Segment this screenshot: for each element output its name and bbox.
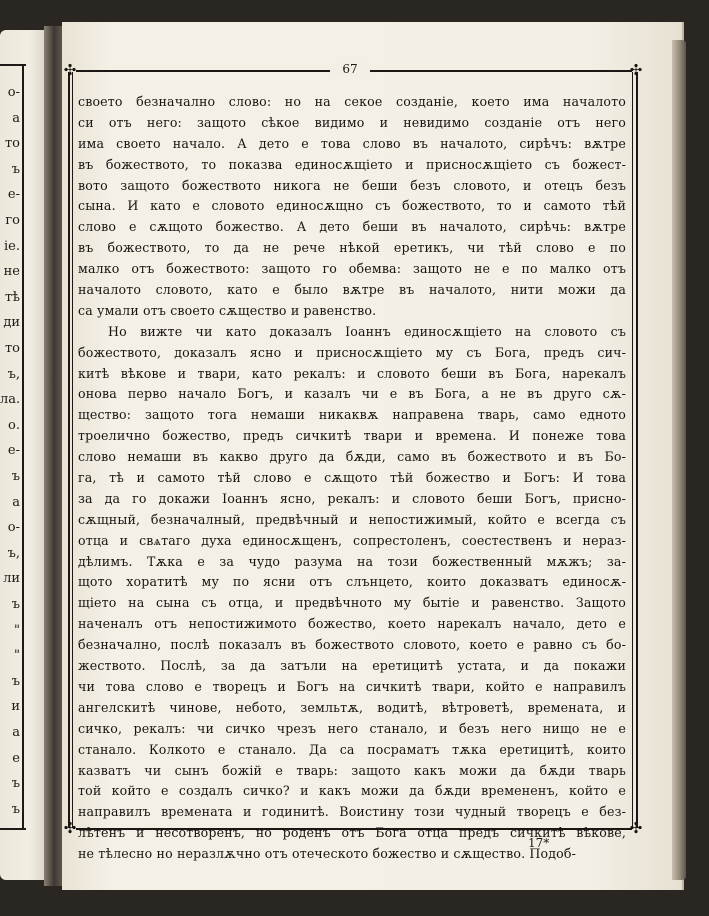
page-number: 67 <box>330 62 370 76</box>
previous-page-fragment: а <box>12 494 20 510</box>
text-line: чи това слово е творецъ и Богъ на сичкитѣ твари, който е направилъ <box>78 678 626 694</box>
text-line: дѣлимъ. Тѫка е за чудо разума на този божественный мѫжъ; за- <box>78 553 626 569</box>
previous-page-fragment: ди <box>3 315 20 331</box>
text-line: щіето на сына съ отца, и предвѣчното му бытіе и равенство. Защото <box>78 595 626 611</box>
previous-page-fragment: не <box>3 264 20 280</box>
frame-rule-left-inner <box>72 72 73 828</box>
text-line: троелично божество, предъ сичкитѣ твари и времена. И понеже това <box>78 428 626 444</box>
text-line: въ божеството, то да не рече нѣкой еретикъ, чи тѣй слово е по <box>78 240 626 256</box>
corner-ornament-icon: ✣ <box>629 819 643 837</box>
previous-page-fragment: ъ <box>11 161 20 177</box>
text-line: началото словото, като е было вѫтре въ началото, нити можи да <box>78 282 626 298</box>
text-line: вото защото божеството никога не беши безъ словото, и отецъ безъ <box>78 177 626 193</box>
previous-page-fragment: е- <box>7 187 20 203</box>
printer-signature-mark: 17* <box>528 836 550 850</box>
text-line: въ божеството, то показва единосѫщіето и присносѫщіето съ божест- <box>78 156 626 172</box>
text-line: онова перво начало Богъ, и казалъ чи е въ Бога, а не въ друго сѫ- <box>78 386 626 402</box>
previous-page-fragment: о- <box>7 85 20 100</box>
previous-page-fragment: ъ, <box>7 545 20 561</box>
page-stack-edge <box>672 40 686 880</box>
frame-rule-right-inner <box>632 72 633 828</box>
text-line: Но вижте чи като доказалъ Іоаннъ единосѫщіето на словото съ <box>108 323 626 339</box>
previous-page-fragment: е- <box>7 443 20 459</box>
previous-page-fragment: ъ <box>11 469 20 484</box>
previous-page-fragment: " <box>14 648 20 664</box>
previous-page-fragment: то <box>4 136 20 152</box>
previous-page-fragment: и <box>11 699 20 715</box>
text-line: са умали отъ своето сѫщество и равенство. <box>78 302 377 318</box>
previous-page-fragment: ла. <box>0 392 21 408</box>
previous-page-frame-line <box>22 66 24 828</box>
text-line: наченалъ отъ непостижимото божество, което нарекалъ начало, дето е <box>78 616 626 632</box>
previous-page-fragment: ie. <box>4 238 20 254</box>
previous-page-fragment: о- <box>7 520 20 536</box>
text-line: си отъ него: защото сѣкое видимо и невидимо созданіе отъ него <box>78 114 626 130</box>
previous-page-fragment: ъ, <box>7 366 20 382</box>
text-line: китѣ вѣкове и твари, като рекалъ: и словото беши въ Бога, нарекалъ <box>78 365 626 381</box>
text-line: щество: защото тога немаши никаквѫ направена тварь, само едното <box>78 407 626 423</box>
previous-page-rule-bottom <box>0 828 26 830</box>
frame-rule-right <box>636 72 638 828</box>
corner-ornament-icon: ✣ <box>63 61 77 79</box>
text-line: щото хоратитѣ му по ясни отъ слънцето, които доказватъ единосѫ- <box>78 574 626 590</box>
text-line: не тѣлесно но неразлѫчно отъ отеческото божество и сѫщество. Подоб- <box>78 846 577 862</box>
text-line: божеството, доказалъ ясно и присносѫщіето му съ Бога, предъ сич- <box>78 344 626 360</box>
previous-page-fragment: то <box>4 341 20 356</box>
corner-ornament-icon: ✣ <box>629 61 643 79</box>
text-line: има своето начало. А дето е това слово въ началото, сирѣчъ: вѫтре <box>78 135 626 151</box>
text-line: той който е создалъ сичко? и какъ можи да бѫди времененъ, който е <box>78 783 626 799</box>
previous-page-fragment: ъ <box>11 597 20 612</box>
previous-page-fragment: ъ <box>11 673 20 689</box>
text-line: ангелскитѣ чинове, небото, земльтѫ, водитѣ, вѣтроветѣ, времената, и <box>78 699 626 715</box>
corner-ornament-icon: ✣ <box>63 819 77 837</box>
previous-page-fragment: о. <box>8 417 20 433</box>
previous-page-fragment: ъ <box>11 801 20 817</box>
previous-page-fragment: ъ <box>11 776 20 792</box>
previous-page-fragment: а <box>12 110 20 126</box>
text-line: направилъ времената и годинитѣ. Воистину този чудный творецъ е без- <box>78 804 626 820</box>
text-line: лѣтенъ и несотворенъ, но роденъ отъ Бога отца предъ сичкитѣ вѣкове, <box>78 825 626 841</box>
text-line: казватъ чи сынъ божій е тварь: защото какъ можи да бѫди тварь <box>78 762 626 778</box>
previous-page-fragment: а <box>12 725 20 740</box>
text-line: безначално, послѣ показалъ въ божеството словото, което е равно съ бо- <box>78 637 626 653</box>
text-line: жеството. Послѣ, за да затъли на еретицитѣ устата, и да покажи <box>78 658 626 674</box>
previous-page-fragment: " <box>14 622 20 638</box>
text-line: сѫщный, безначалный, предвѣчный и непостижимый, който е всегда съ <box>78 511 626 527</box>
page-body-text <box>78 92 626 865</box>
text-line: станало. Колкото е станало. Да са посраматъ тѫка еретицитѣ, които <box>78 741 626 757</box>
previous-page-fragment: тѣ <box>4 289 20 305</box>
text-line: га, тѣ и самото тѣй слово е сѫщото тѣй божество и Богъ: И това <box>78 470 626 486</box>
previous-page-fragment: го <box>5 213 20 228</box>
text-line: сына. И като е словото единосѫщно съ божеството, то и самото тѣй <box>78 198 626 214</box>
text-line: слово е сѫщото божество. А дето беши въ началото, сирѣчь: вѫтре <box>78 219 626 235</box>
text-line: своето безначално слово: но на секое созданіе, което има началото <box>78 94 626 109</box>
text-line: малко отъ божеството: защото го обемва: защото не е по малко отъ <box>78 261 626 277</box>
text-line: за да го докажи Іоаннъ ясно, рекалъ: и словото беши Богъ, присно- <box>78 490 626 506</box>
text-line: слово немаши въ какво друго да бѫди, само въ божеството и въ Бо- <box>78 449 626 465</box>
text-line: сичко, рекалъ: чи сичко чрезъ него станало, и безъ него нищо не е <box>78 720 626 736</box>
previous-page-fragment: е <box>12 750 20 766</box>
frame-rule-left <box>68 72 70 828</box>
previous-page-fragment: ли <box>3 571 20 587</box>
text-line: отца и свѧтаго духа единосѫщенъ, сопрестоленъ, соестественъ и нераз- <box>78 532 626 548</box>
